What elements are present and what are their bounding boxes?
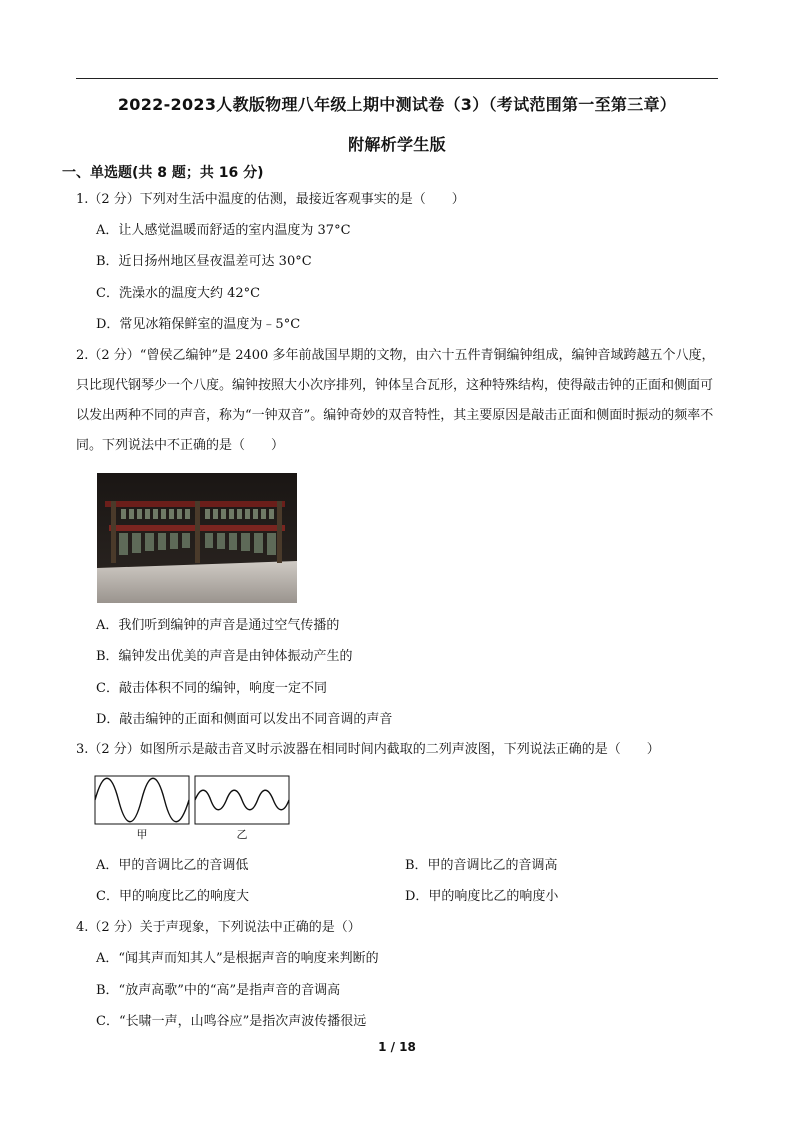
sound-wave-figures: [94, 775, 294, 841]
question-2-stem: 2.（2 分）“曾侯乙编钟”是 2400 多年前战国早期的文物，由六十五件青铜编钟组成，编钟音域跨越五个八度，只比现代钢琴少一个八度。编钟按照大小次序排列，钟体呈合瓦形，这种特殊结构，使得敲击钟的正面和侧面可以发出两种不同的声音，称为“一钟双音”。编钟奇妙的双音特性，其主要原因是敲击正面和侧面时振动的频率不同。下列说法中不正确的是（ ）: [76, 348, 715, 453]
question-3-stem: 3.（2 分）如图所示是敲击音叉时示波器在相同时间内截取的二列声波图，下列说法正确的是（ ）: [76, 742, 660, 757]
page-title: 2022-2023人教版物理八年级上期中测试卷（3）（考试范围第一至第三章）: [117, 95, 677, 114]
question-1-option-c: C．洗澡水的温度大约 42°C: [96, 286, 261, 301]
bianzhong-bells-photo: [97, 473, 297, 603]
question-3-option-a: A．甲的音调比乙的音调低: [96, 858, 249, 873]
question-4-stem: 4.（2 分）关于声现象，下列说法中正确的是（）: [76, 920, 361, 935]
question-4-option-a: A．“闻其声而知其人”是根据声音的响度来判断的: [96, 951, 379, 966]
wave-label-jia: 甲: [136, 828, 148, 841]
question-2-option-a: A．我们听到编钟的声音是通过空气传播的: [96, 618, 340, 633]
wave-jia: [95, 778, 189, 822]
question-4-option-c: C．“长啸一声，山鸣谷应”是指次声波传播很远: [96, 1014, 367, 1029]
wave-label-yi: 乙: [236, 828, 248, 841]
question-2-option-d: D．敲击编钟的正面和侧面可以发出不同音调的声音: [96, 712, 393, 727]
question-3-option-c: C．甲的响度比乙的响度大: [96, 889, 249, 904]
question-3-option-d: D．甲的响度比乙的响度小: [405, 889, 559, 904]
question-2-option-c: C．敲击体积不同的编钟，响度一定不同: [96, 681, 327, 696]
header-rule: [76, 78, 718, 79]
question-1-option-d: D．常见冰箱保鲜室的温度为﹣5°C: [96, 317, 301, 332]
wave-yi: [195, 790, 289, 810]
question-1-option-a: A．让人感觉温暖而舒适的室内温度为 37°C: [96, 223, 351, 238]
question-3-option-b: B．甲的音调比乙的音调高: [405, 858, 558, 873]
question-1-option-b: B．近日扬州地区昼夜温差可达 30°C: [96, 254, 312, 269]
page-number: 1 / 18: [378, 1040, 416, 1054]
question-2-option-b: B．编钟发出优美的声音是由钟体振动产生的: [96, 649, 353, 664]
question-4-option-b: B．“放声高歌”中的“高”是指声音的音调高: [96, 983, 341, 998]
question-1-stem: 1.（2 分）下列对生活中温度的估测，最接近客观事实的是（ ）: [76, 192, 465, 207]
page-subtitle: 附解析学生版: [348, 135, 446, 154]
section-heading: 一、单选题(共 8 题；共 16 分): [62, 165, 264, 181]
